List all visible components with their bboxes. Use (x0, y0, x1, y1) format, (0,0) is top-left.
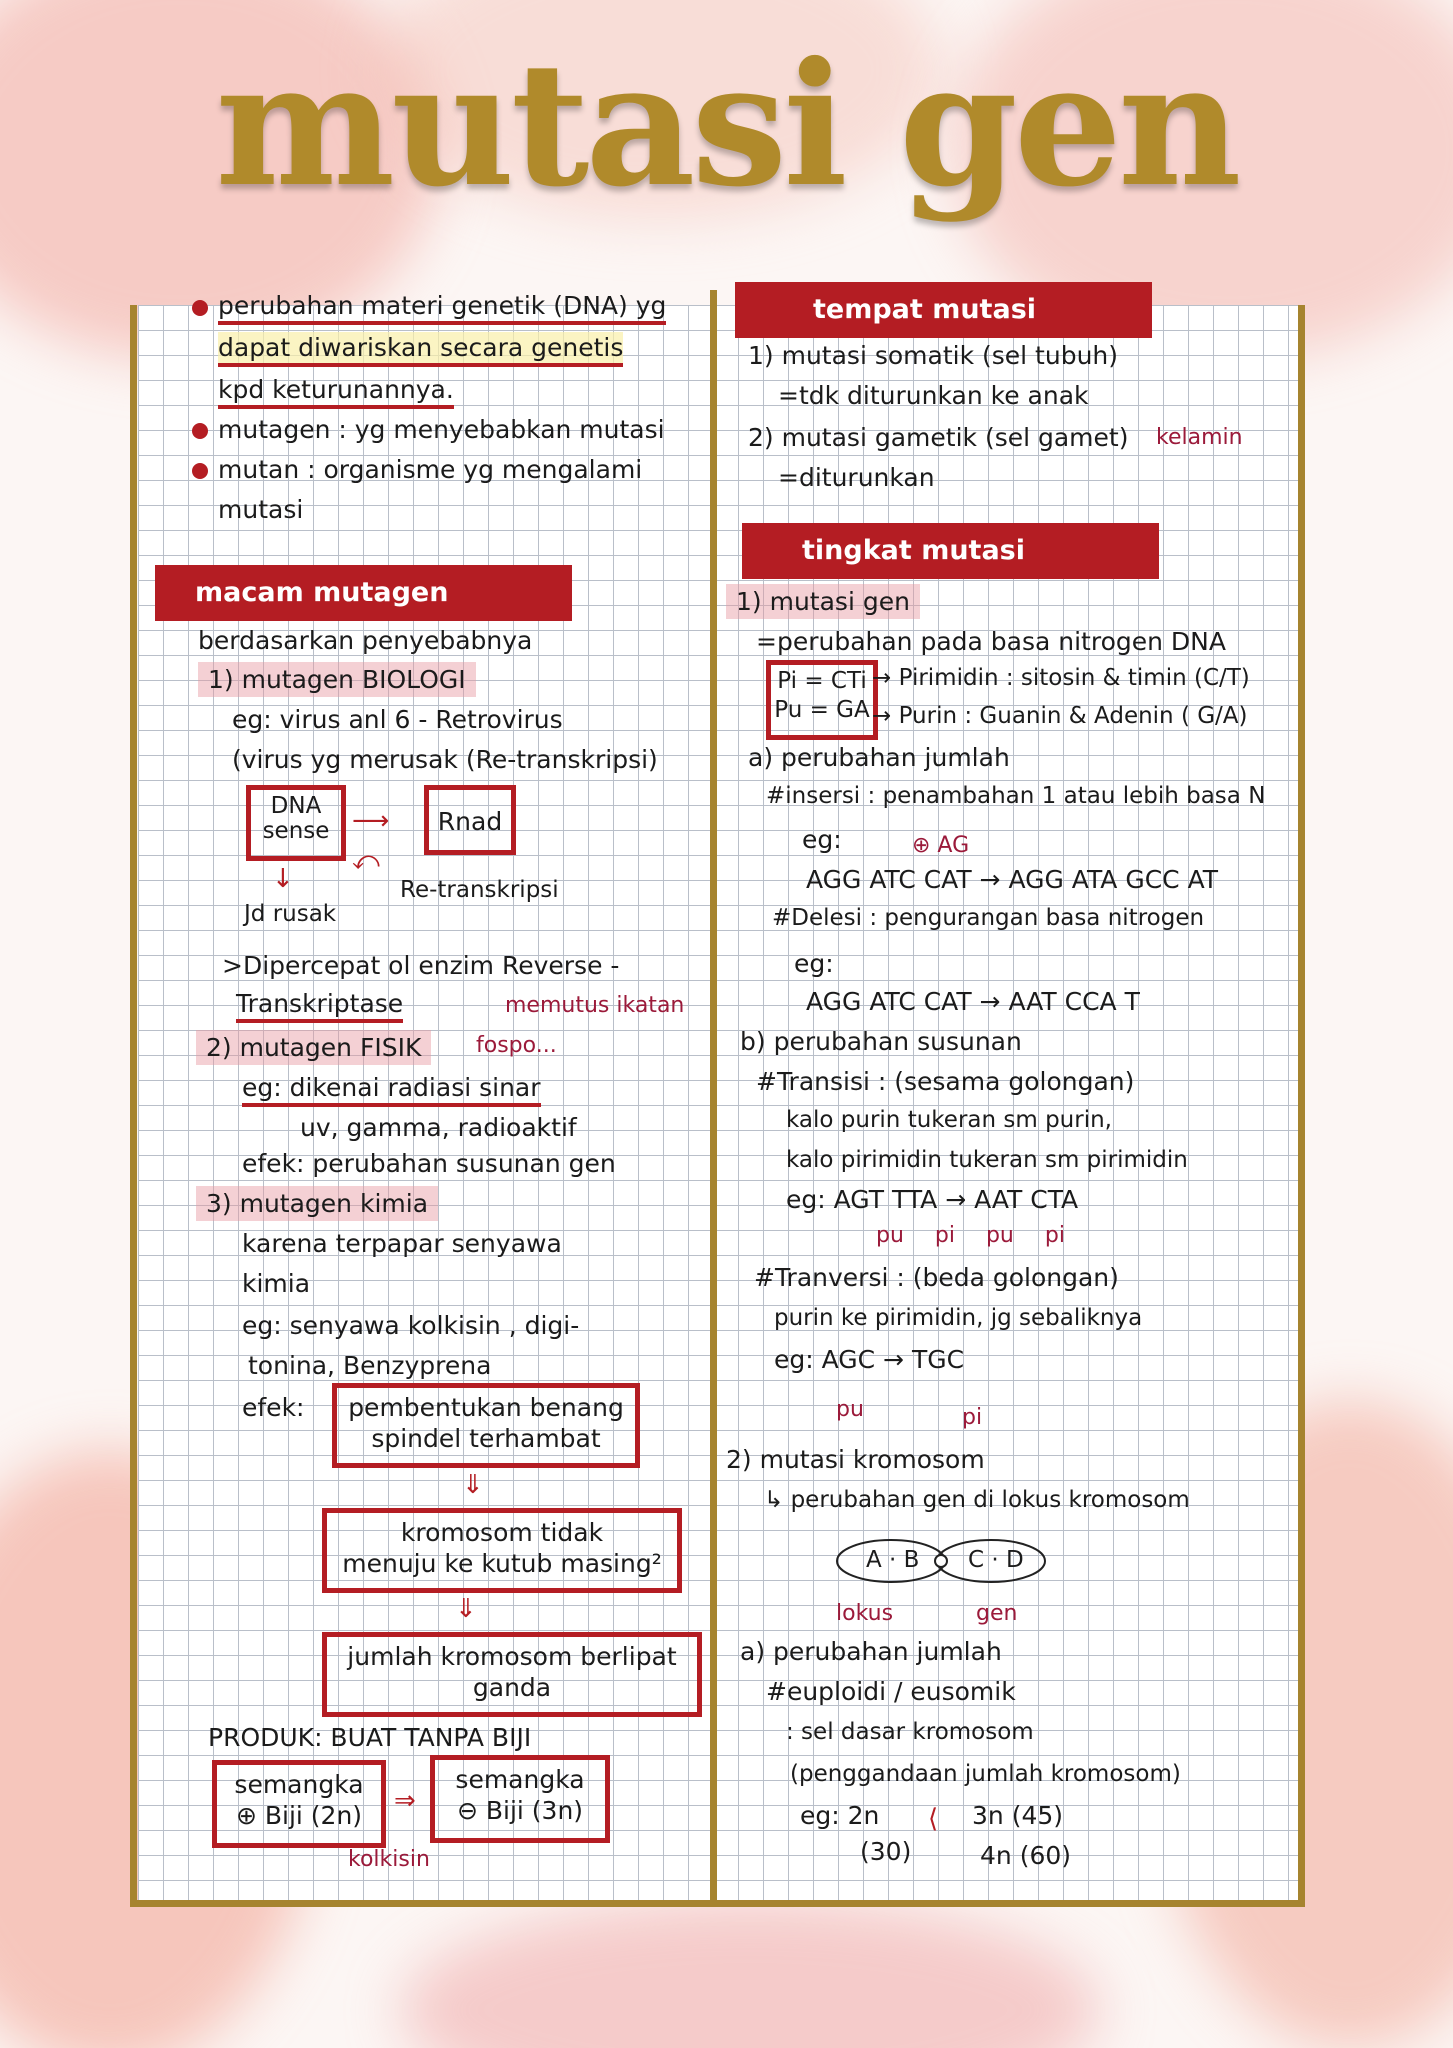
lokus-label: lokus (836, 1601, 894, 1626)
transisi-text: #Transisi : (sesama golongan) (756, 1067, 1135, 1096)
arrow-right-icon: ⇒ (394, 1786, 416, 1816)
purin-text: → Purin : Guanin & Adenin ( G/A) (872, 703, 1248, 729)
jd-rusak-text: Jd rusak (244, 901, 337, 927)
efek-box-kromosom: kromosom tidak menuju ke kutub masing² (322, 1508, 682, 1593)
delesi-eg: eg: (794, 949, 834, 978)
transisi-eg: eg: AGT TTA → AAT CTA (786, 1185, 1079, 1214)
transisi-line1: kalo purin tukeran sm purin, (786, 1107, 1112, 1133)
page-title: mutasi gen (215, 25, 1238, 225)
tranversi-line1: purin ke pirimidin, jg sebaliknya (774, 1305, 1143, 1331)
euploidi-line2: (penggandaan jumlah kromosom) (790, 1761, 1181, 1787)
fisik-example: eg: dikenai radiasi sinar (242, 1072, 541, 1107)
bullet (192, 423, 208, 439)
transisi-labels: pu pi pu pi (876, 1223, 1065, 1248)
kromosom-definition: ↳ perubahan gen di lokus kromosom (764, 1487, 1190, 1513)
section-header-macam-mutagen: macam mutagen (155, 565, 572, 621)
delesi-sequence: AGG ATC CAT → AAT CCA T (806, 987, 1140, 1016)
mutagen-kimia-title: 3) mutagen kimia (196, 1186, 438, 1221)
frame-bottom (130, 1900, 1305, 1907)
kimia-desc: karena terpapar senyawa (242, 1229, 562, 1258)
bullet (192, 463, 208, 479)
section-header-tempat-mutasi: tempat mutasi (735, 282, 1152, 338)
mutasi-kromosom-title: 2) mutasi kromosom (726, 1445, 985, 1474)
euploidi-30: (30) (860, 1837, 912, 1866)
definition-line: dapat diwariskan secara genetis (218, 332, 623, 367)
mutagen-fisik-title: 2) mutagen FISIK (196, 1030, 431, 1065)
efek-box-jumlah: jumlah kromosom berlipat ganda (322, 1632, 702, 1717)
efek-label: efek: (242, 1393, 305, 1422)
perubahan-jumlah-2: a) perubahan jumlah (740, 1637, 1002, 1666)
frame-left (130, 305, 137, 1907)
berdasarkan-text: berdasarkan penyebabnya (198, 626, 533, 655)
gen-definition: =perubahan pada basa nitrogen DNA (756, 627, 1226, 656)
efek-box-spindel: pembentukan benang spindel terhambat (332, 1383, 640, 1468)
insersi-text: #insersi : penambahan 1 atau lebih basa N (766, 783, 1266, 809)
definition-line: perubahan materi genetik (DNA) yg (218, 290, 666, 325)
transkriptase-text: Transkriptase (236, 988, 403, 1023)
insersi-sequence: AGG ATC CAT → AGG ATA GCC AT (806, 865, 1219, 894)
mutan-definition-cont: mutasi (218, 495, 304, 524)
frame-divider (710, 290, 717, 1907)
arrow-down-icon: ⇓ (455, 1594, 477, 1624)
rnad-box: Rnad (424, 785, 516, 855)
tranversi-label-pu: pu (836, 1397, 864, 1422)
euploidi-eg: eg: 2n (800, 1801, 880, 1830)
tranversi-label-pi: pi (962, 1405, 983, 1430)
tranversi-text: #Tranversi : (beda golongan) (754, 1263, 1119, 1292)
mutasi-gen-title: 1) mutasi gen (726, 584, 920, 619)
mutagen-biologi-title: 1) mutagen BIOLOGI (198, 662, 476, 697)
biologi-desc: (virus yg merusak (Re-transkripsi) (232, 745, 658, 774)
semangka-tanpa-biji-box: semangka ⊖ Biji (3n) (430, 1755, 610, 1843)
insersi-eg: eg: (802, 825, 842, 854)
mutagen-definition: mutagen : yg menyebabkan mutasi (218, 415, 665, 444)
perubahan-jumlah: a) perubahan jumlah (748, 743, 1010, 772)
fisik-efek: efek: perubahan susunan gen (242, 1149, 616, 1178)
perubahan-susunan: b) perubahan susunan (740, 1027, 1022, 1056)
euploidi-3n: 3n (45) (972, 1801, 1064, 1830)
tranversi-eg: eg: AGC → TGC (774, 1345, 965, 1374)
tempat-somatik-desc: =tdk diturunkan ke anak (778, 381, 1089, 410)
definition-line: kpd keturunannya. (218, 374, 454, 409)
insersi-add: ⊕ AG (912, 833, 970, 858)
produk-text: PRODUK: BUAT TANPA BIJI (208, 1723, 532, 1752)
bullet (192, 300, 208, 316)
pi-pu-box: Pi = CTi Pu = GA (766, 660, 878, 740)
dipercepat-text: >Dipercepat ol enzim Reverse - (222, 951, 620, 980)
memutus-note: memutus ikatan (505, 993, 685, 1018)
fospo-note: fospo... (476, 1033, 557, 1058)
arrow-down-icon: ⇓ (462, 1470, 484, 1500)
branch-arrow-icon: ⟨ (928, 1804, 939, 1834)
chromosome-right-label: C · D (968, 1547, 1024, 1573)
tempat-gametik-desc: =diturunkan (778, 463, 935, 492)
curved-arrow-icon: ⤺ (352, 846, 380, 876)
fisik-example-cont: uv, gamma, radioaktif (300, 1113, 577, 1142)
kimia-example-cont: tonina, Benzyprena (248, 1351, 492, 1380)
gen-label: gen (976, 1601, 1018, 1626)
kimia-example: eg: senyawa kolkisin , digi- (242, 1311, 580, 1340)
frame-right (1298, 305, 1305, 1907)
retranskripsi-label: Re-transkripsi (400, 877, 559, 903)
transisi-line2: kalo pirimidin tukeran sm pirimidin (786, 1147, 1188, 1173)
kolkisin-note: kolkisin (348, 1847, 430, 1872)
semangka-biji-box: semangka ⊕ Biji (2n) (212, 1760, 386, 1848)
euploidi-text: #euploidi / eusomik (766, 1677, 1016, 1706)
kimia-desc-cont: kimia (242, 1269, 311, 1298)
chromosome-left-label: A · B (866, 1547, 920, 1573)
euploidi-line1: : sel dasar kromosom (786, 1719, 1034, 1745)
tempat-somatik: 1) mutasi somatik (sel tubuh) (748, 341, 1119, 370)
biologi-example: eg: virus anl 6 - Retrovirus (232, 705, 563, 734)
kelamin-note: kelamin (1156, 425, 1243, 450)
pirimidin-text: → Pirimidin : sitosin & timin (C/T) (872, 665, 1250, 691)
arrow-down-icon: ↓ (272, 864, 294, 894)
section-header-tingkat-mutasi: tingkat mutasi (742, 523, 1159, 579)
mutan-definition: mutan : organisme yg mengalami (218, 455, 643, 484)
dna-sense-box: DNA sense (246, 785, 346, 861)
tempat-gametik: 2) mutasi gametik (sel gamet) (748, 423, 1129, 452)
euploidi-4n: 4n (60) (980, 1841, 1072, 1870)
arrow-right-icon: ⟶ (352, 806, 390, 836)
delesi-text: #Delesi : pengurangan basa nitrogen (772, 905, 1205, 931)
